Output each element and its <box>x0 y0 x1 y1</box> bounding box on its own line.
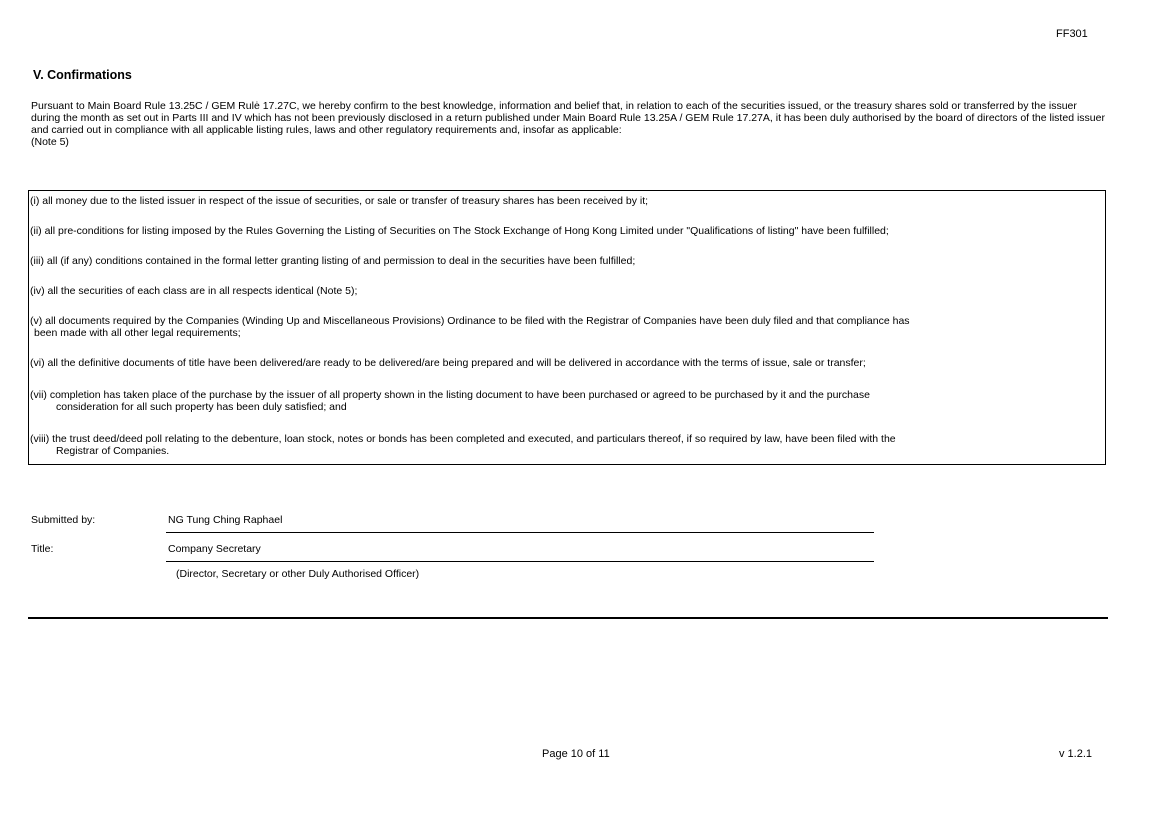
confirmation-text-continued: Registrar of Companies. <box>56 445 170 457</box>
confirmation-text-continued: been made with all other legal requirements; <box>34 327 241 339</box>
section-title: V. Confirmations <box>33 68 132 82</box>
submitted-by-value: NG Tung Ching Raphael <box>168 514 283 526</box>
confirmation-text: (vi) all the definitive documents of title have been delivered/are ready to be delivered/are being prepared and will be delivered in accordance with the terms of issue, sale or transfer; <box>30 357 866 369</box>
confirmation-item-ii <box>30 225 1090 237</box>
confirmation-item-iv <box>30 285 1090 297</box>
confirmations-box <box>28 190 1106 465</box>
confirmation-item-i <box>30 195 1090 207</box>
confirmation-item-vii <box>30 389 1090 413</box>
confirmation-item-iii <box>30 255 1090 267</box>
confirmation-text: (vii) completion has taken place of the purchase by the issuer of all property shown in the listing document to have been purchased or agreed to be purchased by it and the purchase <box>30 389 870 401</box>
page-number: Page 10 of 11 <box>542 748 610 760</box>
intro-note: (Note 5) <box>31 136 69 148</box>
signatory-caption: (Director, Secretary or other Duly Authorised Officer) <box>176 568 420 580</box>
confirmation-text-continued: consideration for all such property has been duly satisfied; and <box>56 401 347 413</box>
confirmation-text: (iii) all (if any) conditions contained in the formal letter granting listing of and permission to deal in the securities have been fulfilled; <box>30 255 636 267</box>
form-code: FF301 <box>1056 28 1088 40</box>
confirmation-text: (ii) all pre-conditions for listing imposed by the Rules Governing the Listing of Securities on The Stock Exchange of Hong Kong Limited under "Qualifications of listing" have been fulfilled; <box>30 225 889 237</box>
intro-text: Pursuant to Main Board Rule 13.25C / GEM Rulė 17.27C, we hereby confirm to the best knowledge, information and belief that, in relation to each of the securities issued, or the treasury shares sold or transferred by the issuer during the month as set out in Parts III and IV which has not been previously disclosed in a return published under Main Board Rule 13.25A / GEM Rule 17.27A, it has been duly authorised by the board of directors of the listed issuer and carried out in compliance with all applicable listing rules, laws and other regulatory requirements and, insofar as applicable: <box>31 100 1105 136</box>
title-value: Company Secretary <box>168 543 261 555</box>
section-divider <box>28 617 1108 619</box>
confirmation-text: (iv) all the securities of each class are in all respects identical (Note 5); <box>30 285 358 297</box>
confirmation-item-viii <box>30 433 1090 457</box>
confirmation-text: (i) all money due to the listed issuer in respect of the issue of securities, or sale or transfer of treasury shares has been received by it; <box>30 195 649 207</box>
confirmation-item-v <box>30 315 1090 339</box>
submitted-by-label: Submitted by: <box>31 514 96 526</box>
title-underline <box>166 561 874 562</box>
submitted-by-underline <box>166 532 874 533</box>
version-label: v 1.2.1 <box>1059 748 1093 760</box>
title-label: Title: <box>31 543 54 555</box>
confirmation-text: (viii) the trust deed/deed poll relating to the debenture, loan stock, notes or bonds has been completed and executed, and particulars thereof, if so required by law, have been filed with the <box>30 433 896 445</box>
intro-paragraph <box>31 100 1106 148</box>
confirmation-item-vi <box>30 357 1090 369</box>
confirmation-text: (v) all documents required by the Companies (Winding Up and Miscellaneous Provisions) Ordinance to be filed with the Registrar of Companies have been duly filed and that compliance has <box>30 315 910 327</box>
